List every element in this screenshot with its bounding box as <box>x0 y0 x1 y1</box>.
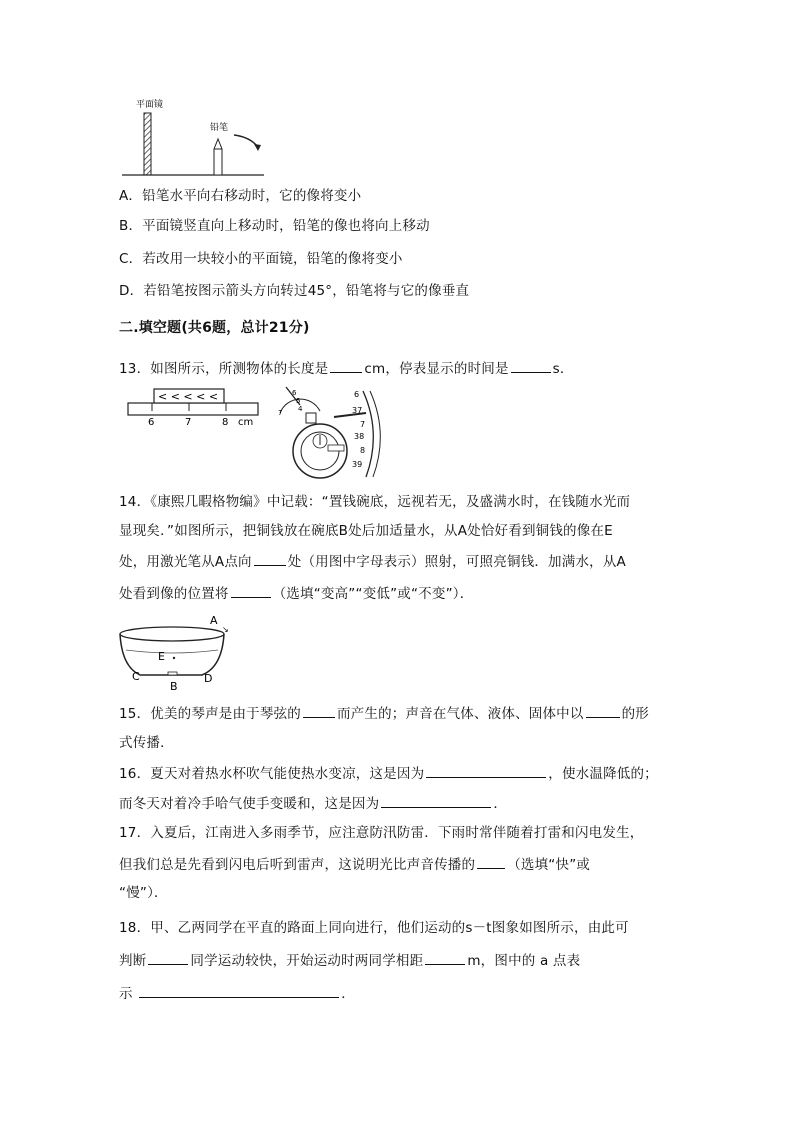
q18-text-3a: 示 <box>119 986 133 1002</box>
measured-object <box>154 389 224 403</box>
mirror-label: 平面镜 <box>136 100 164 110</box>
q14-text-3a: 处，用激光笔从A点向 <box>119 554 252 570</box>
mirror-pencil-figure <box>118 95 268 180</box>
q15-blank-1[interactable] <box>303 703 335 718</box>
ruler-tick-7: 7 <box>185 417 192 428</box>
svg-text:< < < < <: < < < < < <box>158 390 219 403</box>
q18-blank-3[interactable] <box>139 983 339 998</box>
stopwatch-small-6: 6 <box>292 389 297 397</box>
q18-line-2 <box>119 950 580 971</box>
q14-line-3 <box>119 551 626 572</box>
question-13 <box>119 358 574 379</box>
q13-text-3: s． <box>552 361 574 377</box>
stopwatch-big-38: 38 <box>354 432 365 441</box>
q16-line-2 <box>119 793 507 814</box>
q18-blank-2[interactable] <box>425 950 465 965</box>
q18-line-3 <box>119 983 355 1004</box>
q17-text-2a: 但我们总是先看到闪电后听到雷声，这说明光比声音传播的 <box>119 857 476 873</box>
q16-blank-1[interactable] <box>426 763 546 778</box>
q15-text-1a: 15．优美的琴声是由于琴弦的 <box>119 706 301 722</box>
option-c: C．若改用一块较小的平面镜，铅笔的像将变小 <box>119 251 403 267</box>
q15-line-1 <box>119 703 649 724</box>
stopwatch-big-39: 39 <box>352 460 363 469</box>
ruler <box>128 403 258 428</box>
q14-line-2: 显现矣．”如图所示，把铜钱放在碗底B处后加适量水，从A处恰好看到铜钱的像在E <box>119 523 613 539</box>
q17-blank-1[interactable] <box>477 854 505 869</box>
q16-text-2b: ． <box>493 796 508 812</box>
q15-text-1c: 的形 <box>621 706 649 722</box>
q17-line-3: “慢”）． <box>119 885 168 901</box>
q16-text-2a: 而冬天对着冷手哈气使手变暖和，这是因为 <box>119 796 380 812</box>
stopwatch <box>278 387 380 478</box>
stopwatch-big-7: 7 <box>360 420 366 429</box>
ruler-unit: cm <box>238 417 254 428</box>
q13-blank-length[interactable] <box>330 358 362 373</box>
label-D: D <box>204 672 213 685</box>
q13-blank-time[interactable] <box>511 358 551 373</box>
option-d: D．若铅笔按图示箭头方向转过45°，铅笔将与它的像垂直 <box>119 283 470 299</box>
q18-text-2b: 同学运动较快，开始运动时两同学相距 <box>190 953 424 969</box>
q15-line-2: 式传播． <box>119 735 174 751</box>
label-A: A <box>210 614 218 627</box>
stopwatch-big-6: 6 <box>354 390 360 399</box>
q16-text-1a: 16．夏天对着热水杯吹气能使热水变凉，这是因为 <box>119 766 425 782</box>
bowl-figure <box>118 612 238 697</box>
q14-line-4 <box>119 583 473 604</box>
option-b: B．平面镜竖直向上移动时，铅笔的像也将向上移动 <box>119 218 430 234</box>
ruler-tick-8: 8 <box>222 417 229 428</box>
q18-text-2a: 判断 <box>119 953 147 969</box>
q16-blank-2[interactable] <box>381 793 491 808</box>
ruler-tick-6: 6 <box>148 417 155 428</box>
q17-text-2b: （选填“快”或 <box>507 857 591 873</box>
q16-line-1 <box>119 763 658 784</box>
stopwatch-small-4: 4 <box>298 405 303 413</box>
q14-text-3b: 处（用图中字母表示）照射，可照亮铜钱．加满水，从A <box>287 554 626 570</box>
stopwatch-big-8: 8 <box>360 446 366 455</box>
q14-line-1: 14．《康熙几暇格物编》中记载：“置钱碗底，远视若无，及盛满水时，在钱随水光而 <box>119 494 631 510</box>
pencil-label: 铅笔 <box>210 123 229 133</box>
plane-mirror <box>144 113 151 175</box>
q18-line-1: 18．甲、乙两同学在平直的路面上同向进行，他们运动的s－t图象如图所示，由此可 <box>119 920 629 936</box>
q14-blank-position[interactable] <box>231 583 271 598</box>
stopwatch-big-37: 37 <box>352 406 363 415</box>
svg-text:↘: ↘ <box>222 625 229 634</box>
label-B: B <box>170 680 178 693</box>
stopwatch-small-5: 5 <box>296 397 301 405</box>
q18-text-2c: m，图中的 a 点表 <box>467 953 581 969</box>
pencil <box>214 139 222 175</box>
q15-text-1b: 而产生的；声音在气体、液体、固体中以 <box>336 706 584 722</box>
label-C: C <box>132 670 140 683</box>
section-title: 二.填空题(共6题，总计21分) <box>119 320 310 336</box>
q15-blank-2[interactable] <box>586 703 620 718</box>
stopwatch-small-7: 7 <box>278 409 283 417</box>
q14-text-4b: （选填“变高”“变低”或“不变”）． <box>272 586 474 602</box>
ruler-stopwatch-figure <box>120 383 390 483</box>
option-a: A．铅笔水平向右移动时，它的像将变小 <box>119 188 362 204</box>
q17-line-2 <box>119 854 590 875</box>
q18-text-3b: ． <box>341 986 355 1002</box>
q17-line-1: 17．入夏后，江南进入多雨季节，应注意防汛防雷．下雨时常伴随着打雷和闪电发生， <box>119 825 644 841</box>
q14-text-4a: 处看到像的位置将 <box>119 586 229 602</box>
label-E: E <box>158 650 165 663</box>
q14-blank-direction[interactable] <box>254 551 286 566</box>
q16-text-1b: ，使水温降低的； <box>548 766 658 782</box>
q18-blank-1[interactable] <box>148 950 188 965</box>
rotation-arrow <box>234 135 258 147</box>
q13-text-2: cm，停表显示的时间是 <box>364 361 509 377</box>
q13-text-1: 13．如图所示，所测物体的长度是 <box>119 361 329 377</box>
